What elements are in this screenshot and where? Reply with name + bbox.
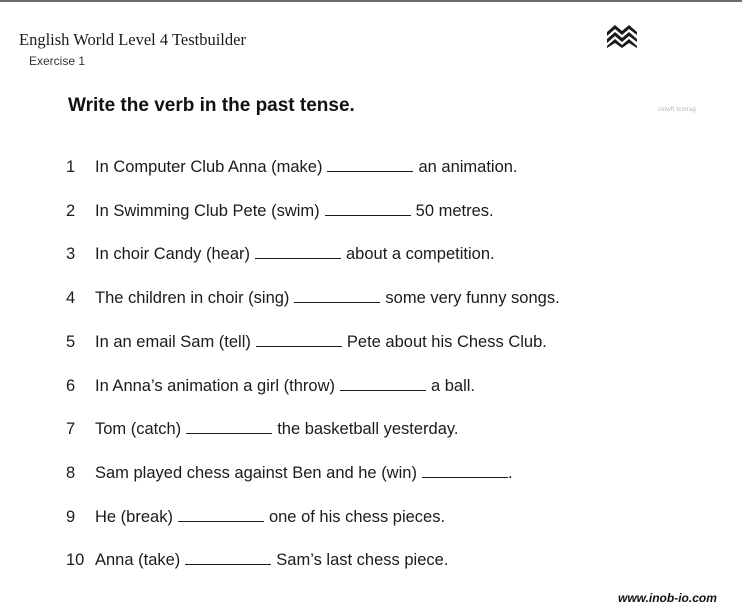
- exercise-item: [66, 158, 518, 182]
- item-continuation: 50 metres.: [415, 201, 494, 220]
- item-continuation: one of his chess pieces.: [268, 507, 446, 526]
- exercise-item: [66, 245, 495, 269]
- item-number: 6: [66, 376, 76, 395]
- item-prompt: Anna (take): [95, 551, 181, 570]
- exercise-item: [66, 508, 445, 532]
- footer-watermark: www.inob-io.com: [618, 591, 717, 605]
- item-number: 4: [66, 289, 76, 308]
- item-continuation: the basketball yesterday.: [277, 420, 459, 439]
- answer-blank[interactable]: [186, 433, 272, 434]
- answer-blank[interactable]: [256, 346, 342, 347]
- item-continuation: about a competition.: [346, 245, 495, 264]
- item-number: 2: [66, 201, 76, 220]
- item-prompt: Sam played chess against Ben and he (win): [95, 463, 417, 482]
- item-number: 10: [66, 551, 85, 570]
- item-continuation: Sam’s last chess piece.: [276, 551, 449, 570]
- item-number: 5: [66, 332, 76, 351]
- item-continuation: some very funny songs.: [385, 289, 560, 308]
- exercise-item: [66, 202, 494, 226]
- answer-blank[interactable]: [294, 302, 380, 303]
- item-number: 3: [66, 245, 76, 264]
- item-number: 1: [66, 158, 76, 176]
- answer-blank[interactable]: [255, 258, 341, 259]
- item-prompt: In Computer Club Anna (make): [95, 158, 323, 176]
- item-continuation: Pete about his Chess Club.: [346, 332, 547, 351]
- instruction-heading: Write the verb in the past tense.: [68, 95, 355, 116]
- exercise-item: [66, 420, 459, 444]
- answer-blank[interactable]: [340, 390, 426, 391]
- item-prompt: In choir Candy (hear): [95, 245, 250, 264]
- item-continuation: .: [507, 463, 513, 482]
- item-number: 9: [66, 507, 76, 526]
- item-number: 8: [66, 463, 76, 482]
- item-prompt: In an email Sam (tell): [95, 332, 251, 351]
- top-border: [0, 0, 742, 2]
- answer-blank[interactable]: [185, 564, 271, 565]
- item-prompt: The children in choir (sing): [95, 289, 290, 308]
- answer-blank[interactable]: [325, 215, 411, 216]
- item-prompt: In Anna’s animation a girl (throw): [95, 376, 335, 395]
- document-title: English World Level 4 Testbuilder: [19, 30, 246, 49]
- exercise-item: [66, 464, 513, 488]
- answer-blank[interactable]: [178, 521, 264, 522]
- item-continuation: a ball.: [430, 376, 476, 395]
- faint-mark: cktwft fcmrag: [658, 107, 696, 113]
- exercise-item: [66, 377, 475, 401]
- item-prompt: He (break): [95, 507, 173, 526]
- item-prompt: Tom (catch): [95, 420, 182, 439]
- publisher-logo-icon: [605, 22, 639, 48]
- item-number: 7: [66, 420, 76, 439]
- exercise-item: [66, 289, 560, 313]
- exercise-item: [66, 551, 448, 575]
- item-continuation: an animation.: [418, 158, 518, 176]
- answer-blank[interactable]: [422, 477, 508, 478]
- exercise-item: [66, 333, 547, 357]
- answer-blank[interactable]: [327, 171, 413, 172]
- exercise-label: Exercise 1: [29, 54, 86, 68]
- item-prompt: In Swimming Club Pete (swim): [95, 201, 320, 220]
